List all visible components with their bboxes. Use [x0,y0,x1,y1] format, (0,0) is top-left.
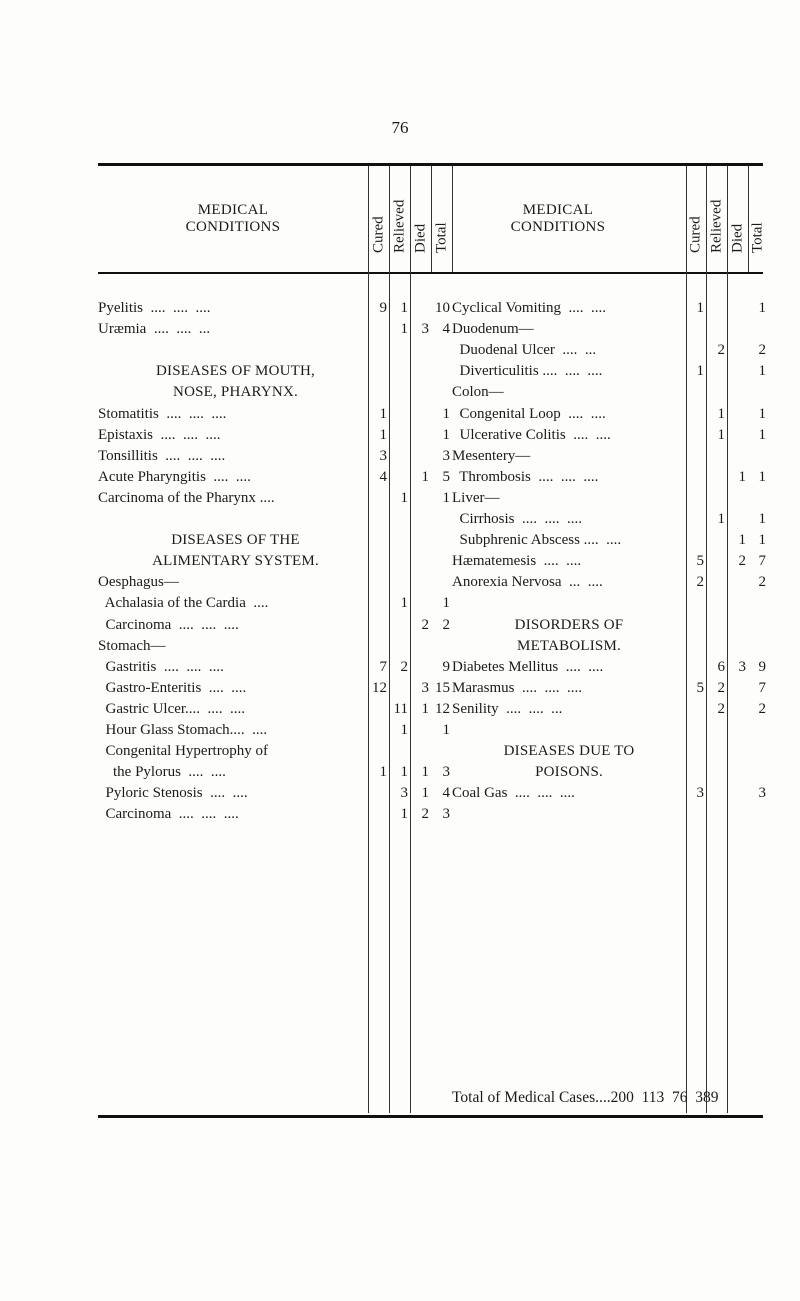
cell-cured: 1 [379,405,387,422]
right-col-header-label: Total [749,222,766,253]
cell-died: 1 [738,468,746,485]
cell-relieved: 1 [400,722,408,738]
cell-total: 4 [442,321,450,338]
cell-relieved: 1 [400,300,408,316]
left-table-row [98,298,452,319]
condition-label: Oesphagus— [98,574,179,591]
left-col-header-total [431,178,452,270]
left-table-row [98,467,452,488]
section-heading: DISEASES OF MOUTH, [155,363,316,380]
bottom-rule [98,1115,763,1118]
left-table-row [98,509,452,530]
cell-relieved: 1 [717,511,725,527]
right-table-row [452,572,768,593]
right-col-header-relieved [706,178,727,270]
cell-total: 2 [758,700,766,717]
right-conditions-header [428,202,688,236]
column-rule [431,166,432,272]
condition-label: Carcinoma .... .... .... [98,806,239,823]
right-table-row [452,361,768,382]
cell-died: 1 [421,764,429,781]
cell-relieved: 1 [400,764,408,781]
left-col-header-died [410,178,431,270]
condition-label: Liver— [452,489,500,506]
cell-died: 2 [421,806,429,823]
condition-label: Tonsillitis .... .... .... [98,447,226,464]
cell-total: 1 [758,532,766,549]
condition-label: Pyelitis .... .... .... [98,300,211,316]
left-col-header-label: Died [412,223,428,253]
cell-total: 2 [758,342,766,359]
left-table-row [98,741,452,762]
section-heading: NOSE, PHARYNX. [173,384,298,401]
left-table-row [98,572,452,593]
cell-total: 2 [442,616,450,633]
cell-cured: 7 [379,658,387,675]
cell-died: 3 [738,658,746,675]
right-table-row [452,340,768,361]
section-heading: DISEASES OF THE [171,532,300,549]
cell-total: 1 [758,405,766,422]
cell-total: 2 [758,574,766,591]
cell-died: 1 [421,700,429,717]
left-table-row [98,446,452,467]
cell-cured: 1 [379,764,387,781]
page-number: 76 [391,118,409,137]
condition-label: Mesentery— [452,447,531,464]
cell-total: 7 [758,679,766,696]
left-header-line1: MEDICAL [197,202,269,218]
left-table-row [98,551,452,572]
cell-total: 3 [442,447,450,464]
total-medical-cases: Total of Medical Cases....200 113 76 389 [452,1089,719,1106]
condition-label: Stomatitis .... .... .... [98,405,227,422]
cell-cured: 3 [696,785,704,802]
right-table-row [452,488,768,509]
right-col-header-label: Cured [687,216,704,253]
condition-label: Ulcerative Colitis .... .... [452,426,611,443]
cell-relieved: 2 [717,700,725,717]
condition-label: Stomach— [98,637,166,654]
left-col-header-label: Total [433,222,449,253]
condition-label: Carcinoma .... .... .... [98,616,239,633]
condition-label: Gastric Ulcer.... .... .... [98,700,246,717]
right-col-header-cured [686,178,706,270]
cell-total: 3 [442,764,450,781]
right-table-row [452,404,768,425]
condition-label: Duodenal Ulcer .... ... [452,342,597,359]
right-table-row [452,467,768,488]
left-table-row [98,657,452,678]
cell-total: 5 [442,468,450,485]
condition-label: Colon— [452,384,504,401]
left-col-header-label: Cured [370,216,386,253]
left-table-row [98,319,452,340]
right-table-row [452,762,768,783]
condition-label: Diverticulitis .... .... .... [452,363,603,380]
condition-label: Hour Glass Stomach.... .... [98,722,268,738]
cell-relieved: 1 [717,405,725,422]
cell-total: 1 [758,300,766,316]
left-table-row [98,593,452,614]
condition-label: Senility .... .... ... [452,700,563,717]
condition-label: Thrombosis .... .... .... [452,468,599,485]
right-header-line1: MEDICAL [522,202,594,218]
left-table-row [98,783,452,804]
right-table-row [452,615,768,636]
cell-total: 1 [442,426,450,443]
right-table-row [452,699,768,720]
condition-label: Congenital Loop .... .... [452,405,606,422]
right-table-row [452,425,768,446]
cell-relieved: 3 [400,785,408,802]
left-table-row [98,404,452,425]
left-table-row [98,530,452,551]
left-table-row [98,762,452,783]
left-table-row [98,636,452,657]
cell-cured: 1 [379,426,387,443]
left-table-row [98,699,452,720]
cell-died: 2 [738,553,746,570]
condition-label: Cyclical Vomiting .... .... [452,300,607,316]
left-table-row [98,425,452,446]
cell-relieved: 2 [400,658,408,675]
right-table-row [452,636,768,657]
condition-label: Gastro-Enteritis .... .... [98,679,247,696]
cell-relieved: 2 [717,342,725,359]
cell-relieved: 1 [400,806,408,823]
cell-total: 3 [442,806,450,823]
right-table-row [452,530,768,551]
cell-relieved: 1 [400,489,408,506]
right-table-row [452,382,768,403]
cell-relieved: 1 [400,321,408,338]
condition-label: Cirrhosis .... .... .... [452,511,583,527]
right-table-row [452,319,768,340]
cell-died: 3 [421,679,429,696]
cell-total: 1 [758,363,766,380]
condition-label: the Pylorus .... .... [98,764,226,781]
condition-label: Pyloric Stenosis .... .... [98,785,248,802]
cell-relieved: 1 [717,426,725,443]
cell-total: 1 [442,405,450,422]
right-col-header-label: Relieved [708,199,724,253]
right-col-header-total [748,178,768,270]
cell-total: 15 [435,679,450,696]
cell-cured: 12 [372,679,387,696]
right-header-line2: CONDITIONS [510,219,606,235]
cell-total: 3 [758,785,766,802]
cell-relieved: 11 [393,700,408,717]
cell-died: 1 [738,532,746,549]
left-table-row [98,678,452,699]
condition-label: Achalasia of the Cardia .... [98,595,269,612]
cell-died: 2 [421,616,429,633]
cell-total: 1 [758,426,766,443]
section-heading: DISEASES DUE TO [503,743,635,760]
cell-relieved: 6 [717,658,725,675]
cell-total: 7 [758,553,766,570]
cell-total: 1 [442,489,450,506]
section-heading: POISONS. [535,764,603,781]
left-header-line2: CONDITIONS [185,219,281,235]
right-table-row [452,446,768,467]
right-table-row [452,741,768,762]
section-heading: ALIMENTARY SYSTEM. [152,553,319,570]
condition-label: Subphrenic Abscess .... .... [452,532,622,549]
left-col-header-label: Relieved [391,199,407,253]
left-col-header-relieved [389,178,410,270]
cell-died: 1 [421,468,429,485]
column-rule [452,166,453,272]
left-table-row [98,488,452,509]
cell-total: 10 [435,300,450,316]
condition-label: Anorexia Nervosa ... .... [452,574,603,591]
condition-label: Duodenum— [452,321,534,338]
right-table-row [452,551,768,572]
left-table-row [98,382,452,403]
right-table-row [452,720,768,741]
cell-total: 9 [442,658,450,675]
cell-total: 12 [435,700,450,717]
cell-died: 3 [421,321,429,338]
cell-cured: 4 [379,468,387,485]
left-table-row [98,720,452,741]
cell-total: 1 [758,468,766,485]
condition-label: Epistaxis .... .... .... [98,426,221,443]
left-table-row [98,340,452,361]
left-col-header-cured [368,178,389,270]
section-heading: METABOLISM. [517,637,621,654]
cell-cured: 1 [696,300,704,316]
right-col-header-died [727,178,748,270]
cell-cured: 5 [696,553,704,570]
cell-cured: 2 [696,574,704,591]
left-table-row [98,361,452,382]
cell-cured: 1 [696,363,704,380]
cell-total: 1 [442,722,450,738]
left-conditions-header [98,202,368,236]
condition-label: Acute Pharyngitis .... .... [98,468,251,485]
cell-relieved: 2 [717,679,725,696]
right-table-row [452,678,768,699]
column-rule [748,166,749,272]
cell-cured: 5 [696,679,704,696]
right-table-row [452,298,768,319]
right-col-header-label: Died [729,223,745,253]
condition-label: Coal Gas .... .... .... [452,785,575,802]
left-table-row [98,804,452,825]
condition-label: Carcinoma of the Pharynx .... [98,489,275,506]
cell-total: 1 [758,511,766,527]
condition-label: Marasmus .... .... .... [452,679,582,696]
condition-label: Diabetes Mellitus .... .... [452,658,604,675]
section-heading: DISORDERS OF [514,616,624,633]
cell-total: 1 [442,595,450,612]
cell-relieved: 1 [400,595,408,612]
right-table-row [452,593,768,614]
left-table-row [98,615,452,636]
condition-label: Gastritis .... .... .... [98,658,224,675]
cell-total: 4 [442,785,450,802]
condition-label: Uræmia .... .... ... [98,321,211,338]
cell-cured: 9 [379,300,387,316]
right-table-row [452,657,768,678]
condition-label: Congenital Hypertrophy of [98,743,268,760]
header-rule [98,272,763,274]
right-table-row [452,509,768,530]
condition-label: Hæmatemesis .... .... [452,553,582,570]
right-table-row [452,783,768,804]
cell-cured: 3 [379,447,387,464]
cell-died: 1 [421,785,429,802]
cell-total: 9 [758,658,766,675]
